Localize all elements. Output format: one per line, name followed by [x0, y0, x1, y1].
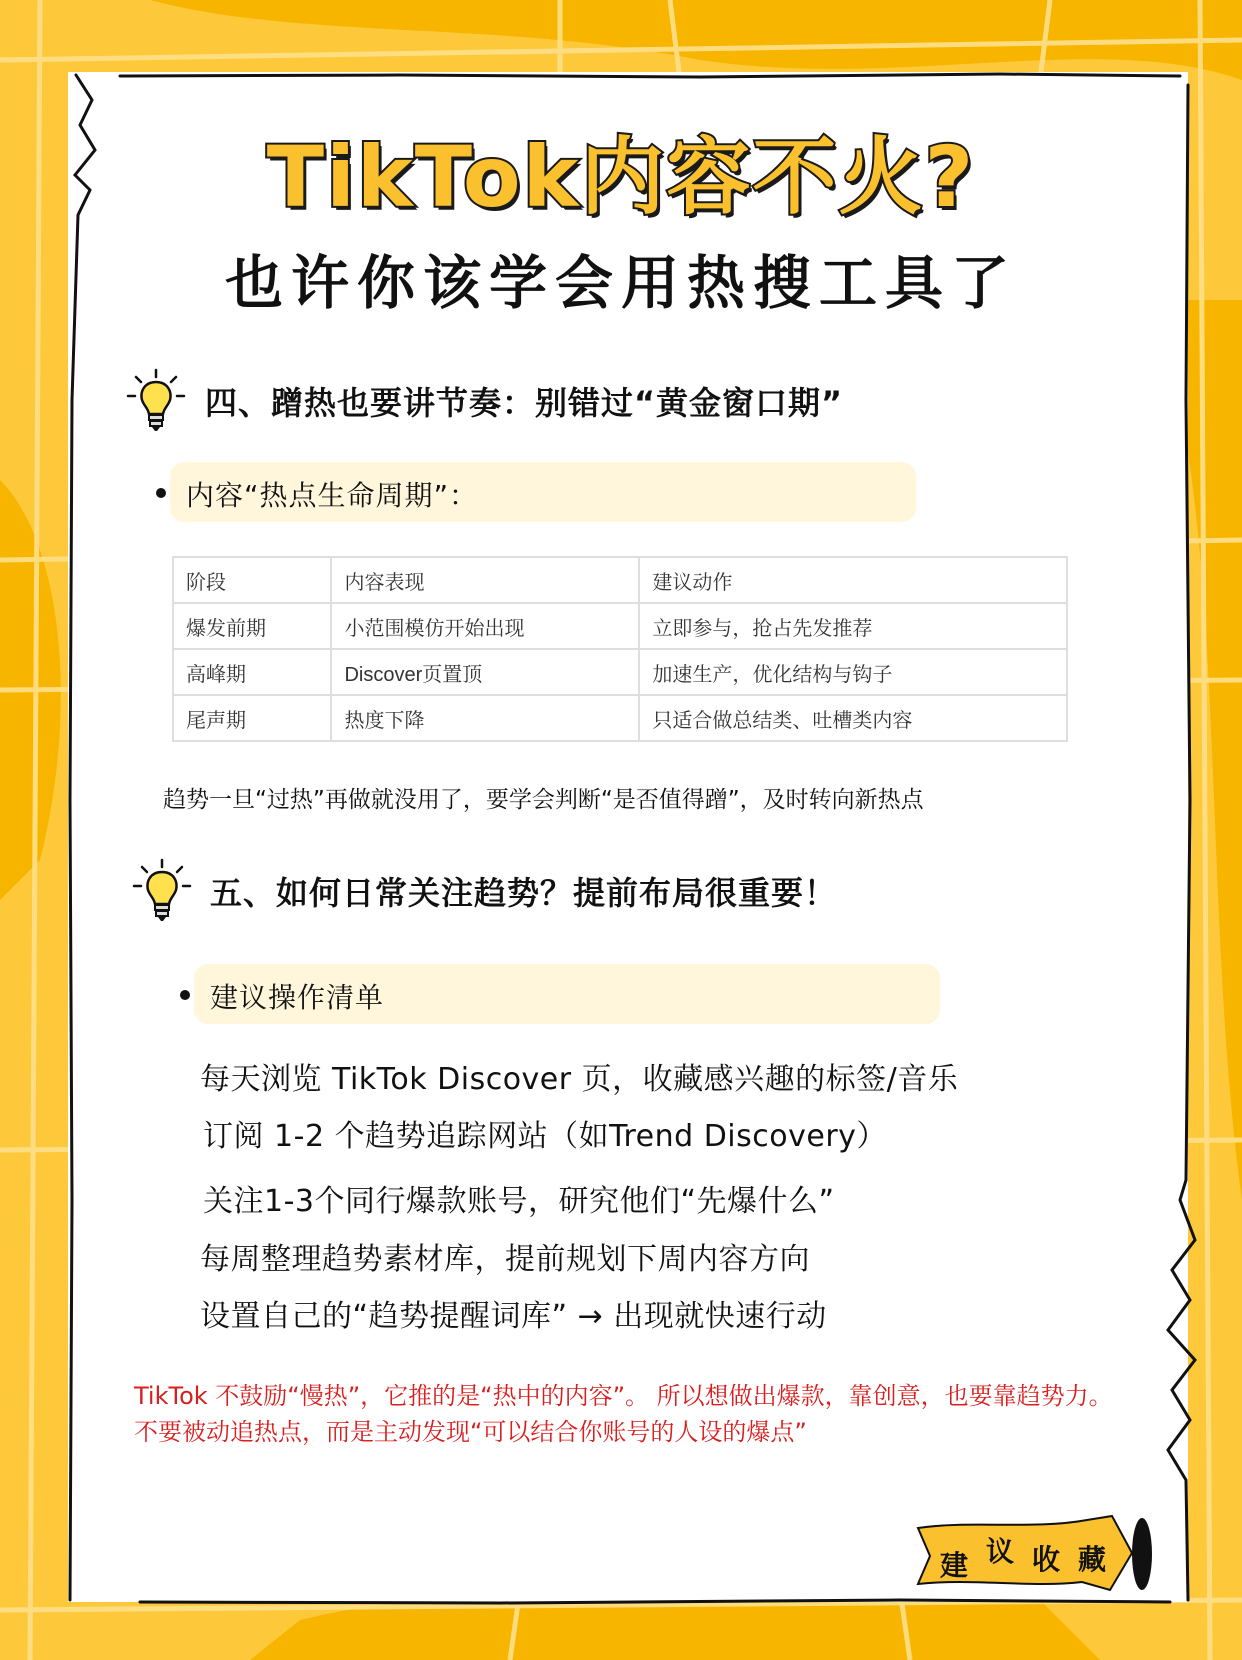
section-5-pill-label: 建议操作清单: [210, 981, 385, 1014]
stamp-char: 议: [986, 1535, 1015, 1568]
section-4-note: 趋势一旦“过热”再做就没用了，要学会判断“是否值得蹭”，及时转向新热点: [163, 787, 924, 813]
bullet-dot: [180, 990, 190, 1000]
list-item: 设置自己的“趋势提醒词库” → 出现就快速行动: [200, 1299, 827, 1334]
table-header-row: [173, 557, 1067, 603]
section-5-pill: [194, 964, 940, 1024]
table-header-cell: 建议动作: [639, 557, 1067, 603]
table-cell: 加速生产，优化结构与钩子: [639, 649, 1067, 695]
table-cell: 小范围模仿开始出现: [331, 603, 639, 649]
list-item: 关注1-3个同行爆款账号，研究他们“先爆什么”: [203, 1184, 835, 1219]
table-cell: 尾声期: [173, 695, 331, 741]
list-item: 每周整理趋势素材库，提前规划下周内容方向: [200, 1242, 810, 1277]
closing-note: TikTok 不鼓励“慢热”，它推的是“热中的内容”。 所以想做出爆款，靠创意，也要靠趋势力。不要被动追热点，而是主动发现“可以结合你账号的人设的爆点”: [134, 1382, 1113, 1446]
bookmark-stamp[interactable]: [912, 1508, 1152, 1598]
section-4-pill: [170, 462, 916, 522]
table-cell: Discover页置顶: [331, 649, 639, 695]
list-item: 每天浏览 TikTok Discover 页，收藏感兴趣的标签/音乐: [200, 1062, 959, 1097]
lightbulb-icon: [132, 858, 192, 924]
table-header-cell: 内容表现: [331, 557, 639, 603]
table-header-cell: 阶段: [173, 557, 331, 603]
lifecycle-table: [172, 556, 1068, 742]
stamp-char: 建: [940, 1549, 969, 1582]
table-row: [173, 649, 1067, 695]
table-row: [173, 695, 1067, 741]
table-cell: 立即参与，抢占先发推荐: [639, 603, 1067, 649]
lightbulb-icon: [126, 368, 186, 434]
section-5-heading: 五、如何日常关注趋势？提前布局很重要！: [210, 874, 838, 912]
section-4-heading: 四、蹭热也要讲节奏：别错过“黄金窗口期”: [205, 384, 844, 422]
bullet-dot: [156, 488, 166, 498]
table-cell: 热度下降: [331, 695, 639, 741]
table-cell: 爆发前期: [173, 603, 331, 649]
table-cell: 只适合做总结类、吐槽类内容: [639, 695, 1067, 741]
section-4-pill-label: 内容“热点生命周期”：: [186, 479, 479, 512]
page-subtitle: 也许你该学会用热搜工具了: [224, 249, 1017, 317]
table-cell: 高峰期: [173, 649, 331, 695]
stamp-char: 藏: [1078, 1543, 1107, 1576]
list-item: 订阅 1-2 个趋势追踪网站（如Trend Discovery）: [203, 1119, 887, 1154]
table-row: [173, 603, 1067, 649]
page-title: TikTok内容不火?: [266, 128, 976, 226]
stamp-char: 收: [1032, 1543, 1061, 1576]
